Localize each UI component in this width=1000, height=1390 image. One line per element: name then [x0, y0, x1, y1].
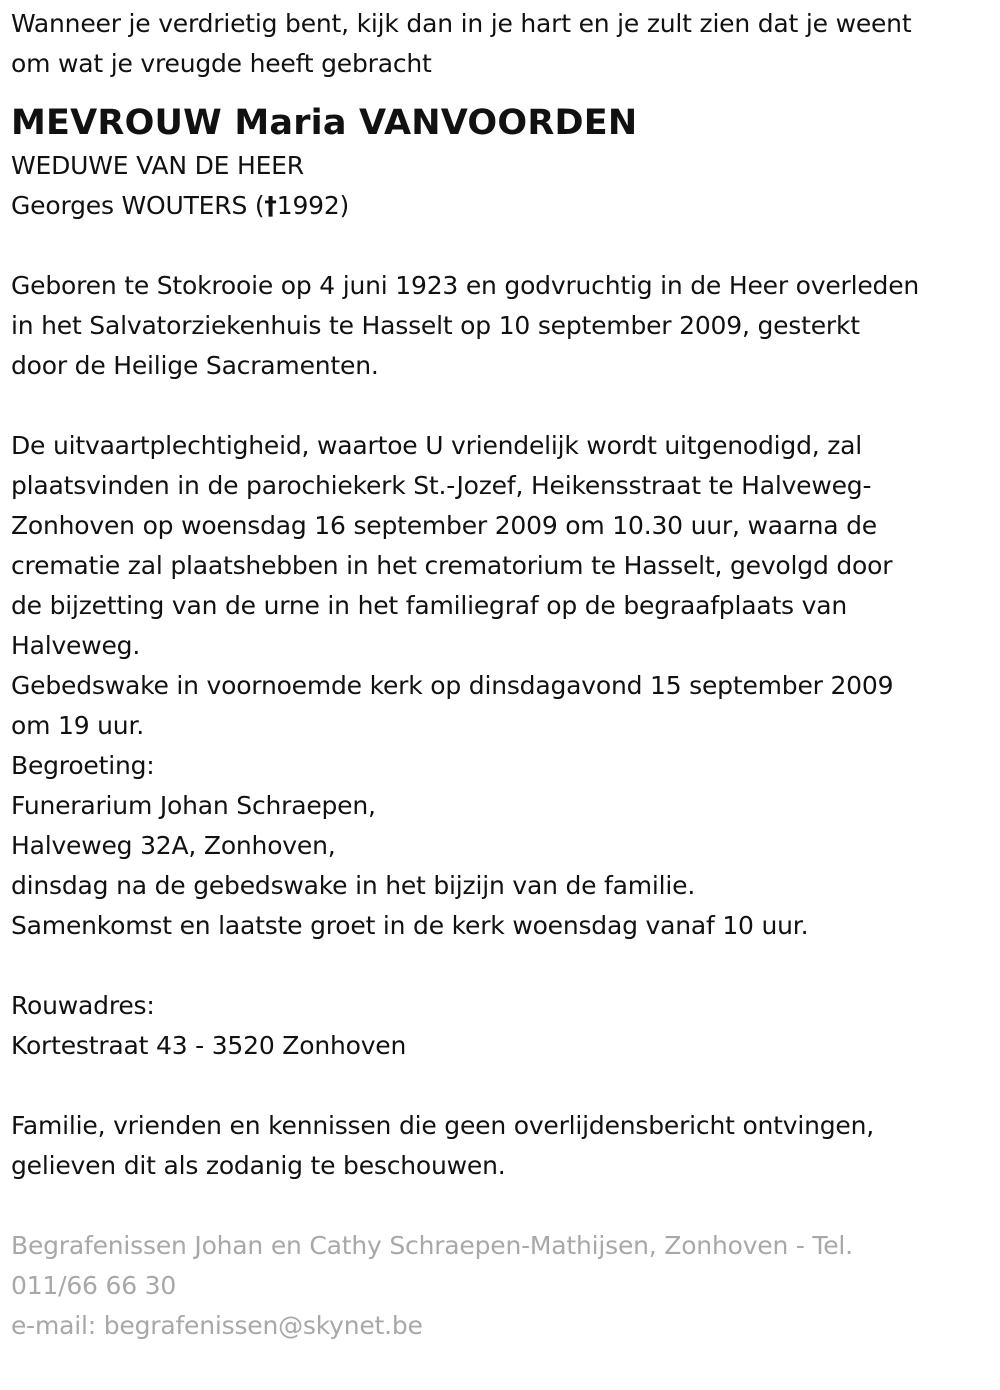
paragraph-line: Samenkomst en laatste groet in de kerk woensdag vanaf 10 uur.: [11, 911, 809, 940]
spacer: [11, 226, 992, 266]
paragraph-line: Halveweg 32A, Zonhoven,: [11, 831, 336, 860]
cross-icon: †: [264, 191, 277, 220]
paragraph-line: Halveweg.: [11, 631, 141, 660]
funeral-home-footer: [11, 1226, 992, 1346]
paragraph-line: Gebedswake in voornoemde kerk op dinsdagavond 15 september 2009: [11, 671, 894, 700]
spacer: [11, 946, 992, 986]
funeral-home-phone: 011/66 66 30: [11, 1271, 177, 1300]
deceased-header: [11, 100, 992, 226]
ceremony-paragraph: [11, 426, 992, 946]
spouse-line: [11, 186, 992, 226]
paragraph-line: crematie zal plaatshebben in het crematorium te Hasselt, gevolgd door: [11, 551, 893, 580]
spacer: [11, 1186, 992, 1226]
paragraph-line: gelieven dit als zodanig te beschouwen.: [11, 1151, 506, 1180]
funeral-home-name: Begrafenissen Johan en Cathy Schraepen-Mathijsen, Zonhoven - Tel.: [11, 1231, 853, 1260]
deceased-name: MEVROUW Maria VANVOORDEN: [11, 103, 638, 143]
paragraph-line: om 19 uur.: [11, 711, 144, 740]
motto-quote: [11, 4, 992, 84]
paragraph-line: Begroeting:: [11, 751, 155, 780]
paragraph-line: Familie, vrienden en kennissen die geen overlijdensbericht ontvingen,: [11, 1111, 875, 1140]
address-value: Kortestraat 43 - 3520 Zonhoven: [11, 1031, 407, 1060]
motto-line: Wanneer je verdrietig bent, kijk dan in je hart en je zult zien dat je weent: [11, 9, 912, 38]
spouse-death-year: 1992): [276, 191, 350, 220]
paragraph-line: De uitvaartplechtigheid, waartoe U vriendelijk wordt uitgenodigd, zal: [11, 431, 863, 460]
address-label: Rouwadres:: [11, 991, 155, 1020]
paragraph-line: Zonhoven op woensdag 16 september 2009 om 10.30 uur, waarna de: [11, 511, 877, 540]
paragraph-line: plaatsvinden in de parochiekerk St.-Jozef, Heikensstraat te Halveweg-: [11, 471, 872, 500]
widow-relation: WEDUWE VAN DE HEER: [11, 151, 304, 180]
paragraph-line: door de Heilige Sacramenten.: [11, 351, 379, 380]
paragraph-line: dinsdag na de gebedswake in het bijzijn van de familie.: [11, 871, 696, 900]
spouse-name: Georges WOUTERS (: [11, 191, 265, 220]
paragraph-line: de bijzetting van de urne in het familiegraf op de begraafplaats van: [11, 591, 847, 620]
motto-line: om wat je vreugde heeft gebracht: [11, 49, 432, 78]
notice-paragraph: [11, 1106, 992, 1186]
funeral-home-email: e-mail: begrafenissen@skynet.be: [11, 1311, 423, 1340]
spacer: [11, 1066, 992, 1106]
paragraph-line: in het Salvatorziekenhuis te Hasselt op 10 september 2009, gesterkt: [11, 311, 860, 340]
birth-death-paragraph: [11, 266, 992, 386]
spacer: [11, 386, 992, 426]
paragraph-line: Geboren te Stokrooie op 4 juni 1923 en godvruchtig in de Heer overleden: [11, 271, 920, 300]
paragraph-line: Funerarium Johan Schraepen,: [11, 791, 376, 820]
mourning-address: [11, 986, 992, 1066]
